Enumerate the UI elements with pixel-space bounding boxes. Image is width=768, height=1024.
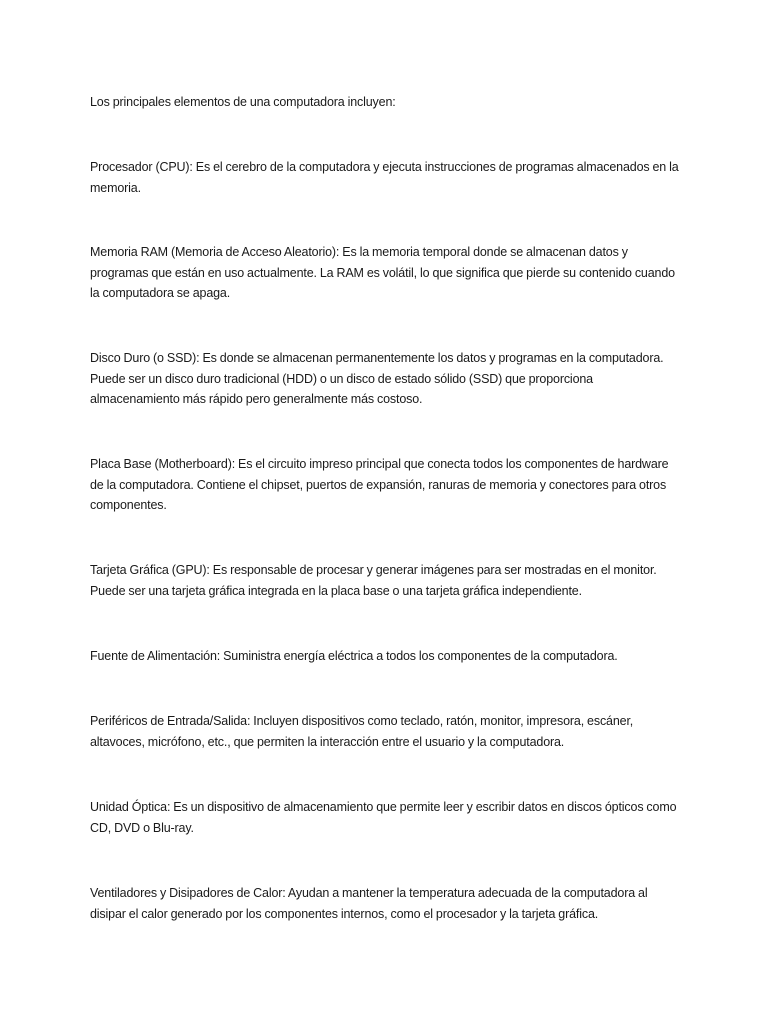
intro-paragraph: Los principales elementos de una computadora incluyen: [90, 95, 396, 109]
paragraph-peripherals: Periféricos de Entrada/Salida: Incluyen dispositivos como teclado, ratón, monitor, impresora, escáner, altavoces, micrófono, etc., que permiten la interacción entre el usuario y la computadora. [90, 714, 634, 749]
paragraph-optical-drive: Unidad Óptica: Es un dispositivo de almacenamiento que permite leer y escribir datos en discos ópticos como CD, DVD o Blu-ray. [90, 800, 677, 835]
paragraph-gpu: Tarjeta Gráfica (GPU): Es responsable de procesar y generar imágenes para ser mostradas en el monitor. Puede ser una tarjeta gráfica integrada en la placa base o una tarjeta gráfica independiente. [90, 563, 657, 598]
paragraph-power-supply: Fuente de Alimentación: Suministra energía eléctrica a todos los componentes de la computadora. [90, 649, 618, 663]
paragraph-ram: Memoria RAM (Memoria de Acceso Aleatorio): Es la memoria temporal donde se almacenan datos y programas que están en uso actualmente. La RAM es volátil, lo que significa que pierde su contenido cuando la computadora se apaga. [90, 245, 675, 300]
paragraph-cooling: Ventiladores y Disipadores de Calor: Ayudan a mantener la temperatura adecuada de la computadora al disipar el calor generado por los componentes internos, como el procesador y la tarjeta gráfica. [90, 886, 648, 921]
paragraph-processor: Procesador (CPU): Es el cerebro de la computadora y ejecuta instrucciones de programas almacenados en la memoria. [90, 160, 679, 195]
paragraph-storage: Disco Duro (o SSD): Es donde se almacenan permanentemente los datos y programas en la computadora. Puede ser un disco duro tradicional (HDD) o un disco de estado sólido (SSD) que proporciona almacenamiento más rápido pero generalmente más costoso. [90, 351, 664, 406]
paragraph-motherboard: Placa Base (Motherboard): Es el circuito impreso principal que conecta todos los componentes de hardware de la computadora. Contiene el chipset, puertos de expansión, ranuras de memoria y conectores para otros componentes. [90, 457, 669, 512]
